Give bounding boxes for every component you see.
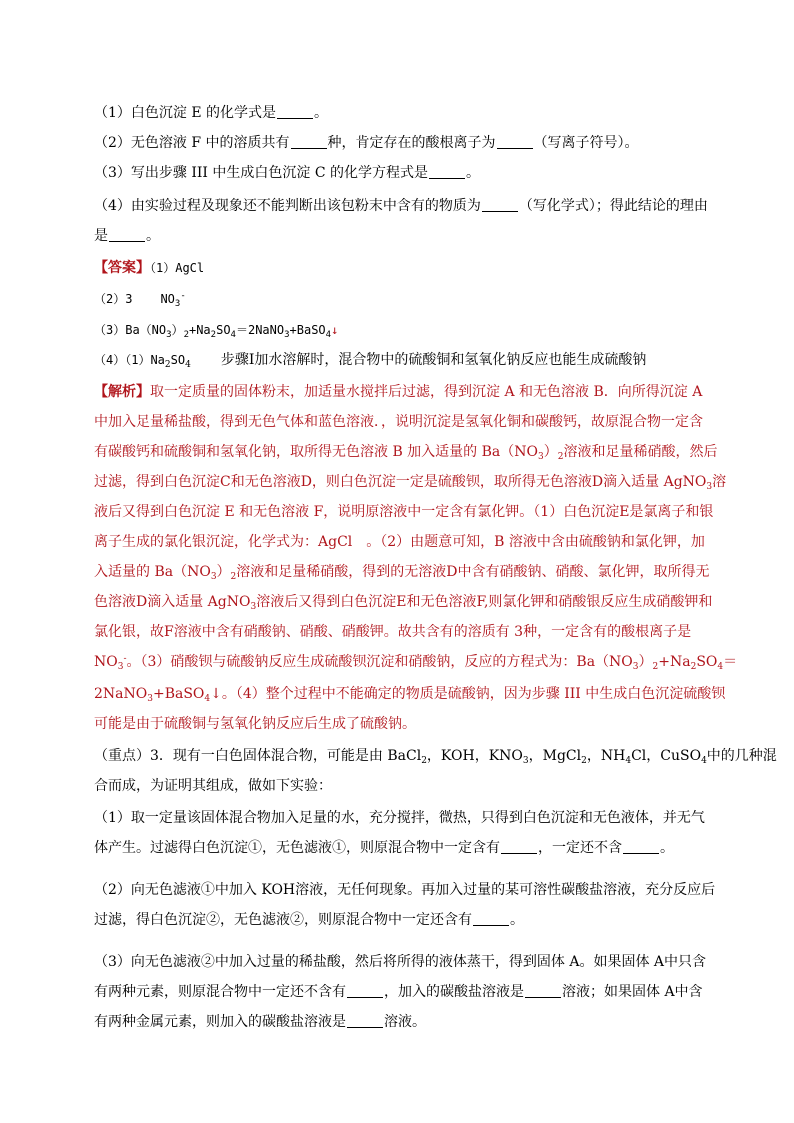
q3-part3-text: （3）向无色滤液②中加入过量的稀盐酸，然后将所得的液体蒸干，得到固体 A。如果固体 A中只含 — [94, 954, 707, 970]
analysis-line-2 — [94, 412, 704, 432]
analysis-text: ↓。（4）整个过程中不能确定的物质是硫酸钠，因为步骤 III 中生成白色沉淀硫酸钡 — [210, 686, 726, 702]
answer-blank — [497, 134, 533, 149]
question-1 — [94, 103, 704, 123]
analysis-text: 中加入足量稀盐酸，得到无色气体和蓝色溶液．，说明沉淀是氢氧化铜和碳酸钙，故原混合物一定含 — [94, 414, 703, 430]
question-4-cont — [94, 226, 704, 246]
answer-4-reason: 步骤Ⅰ加水溶解时，混合物中的硫酸铜和氢氧化钠反应也能生成硫酸钠 — [220, 352, 647, 368]
question3-part1 — [94, 808, 704, 828]
q3-text: （3）写出步骤 III 中生成白色沉淀 C 的化学方程式是 — [94, 165, 429, 181]
q3-part1-text: （1）取一定量该固体混合物加入足量的水，充分搅拌，微热，只得到白色沉淀和无色液体，并无气 — [94, 810, 705, 826]
subscript: 4 — [185, 360, 191, 370]
analysis-line-5 — [94, 502, 714, 522]
question-3 — [94, 163, 704, 183]
q3-part1-text: 体产生。过滤得白色沉淀①，无色滤液①，则原混合物中一定含有 — [94, 840, 500, 856]
subscript: 2 — [183, 330, 189, 340]
answer-blank — [291, 134, 327, 149]
analysis-text: 可能是由于硫酸铜与氢氧化钠反应后生成了硫酸钠。 — [94, 716, 416, 732]
q4-end: 。 — [146, 228, 160, 244]
analysis-text: ） — [638, 654, 653, 670]
subscript: 3 — [174, 299, 181, 309]
analysis-text: ） — [216, 564, 231, 580]
answer-blank — [482, 197, 518, 212]
answer-blank — [277, 104, 313, 119]
question3-part2-cont — [94, 910, 704, 930]
analysis-text: 取一定质量的固体粉末，加适量水搅拌后过滤，得到沉淀 A 和无色溶液 B．向所得沉淀 A — [150, 384, 703, 400]
question3-part3 — [94, 952, 707, 972]
question3-part3-cont — [94, 982, 704, 1002]
q4-text: （4）由实验过程及现象还不能判断出该包粉末中含有的物质为 — [94, 198, 481, 214]
q3-part2-text: （2）向无色滤液①中加入 KOH溶液，无任何现象。再加入过量的某可溶性碳酸盐溶液，充分反应后 — [94, 882, 716, 898]
answer-blank — [429, 164, 465, 179]
subscript: 2 — [557, 452, 564, 462]
q3-heading-text: Cl，CuSO — [631, 748, 702, 764]
precipitate-arrow: ↓ — [331, 323, 339, 337]
answer-2: （2）3 — [94, 292, 133, 306]
analysis-line-7 — [94, 562, 710, 582]
analysis-text: 有碳酸钙和硫酸铜和氢氧化钠，取所得无色溶液 B 加入适量的 Ba（NO — [94, 444, 538, 460]
subscript: 3 — [210, 572, 217, 582]
analysis-text: +BaSO — [152, 686, 205, 702]
subscript: 4 — [625, 756, 632, 766]
q3-end: 。 — [466, 165, 481, 181]
q3-part2-text: 过滤，得白色沉淀②，无色滤液②，则原混合物中一定还含有 — [94, 912, 472, 928]
subscript: 2 — [210, 330, 217, 340]
analysis-line-4 — [94, 472, 727, 492]
q2-text: （2）无色溶液 F 中的溶质共有 — [94, 135, 290, 151]
subscript: 4 — [230, 330, 236, 340]
subscript: 3 — [632, 662, 639, 672]
answer-blank — [347, 1013, 383, 1028]
analysis-text: 色溶液D滴入适量 AgNO — [94, 594, 251, 610]
subscript: 3 — [117, 662, 124, 672]
equation-part: +Na — [188, 323, 211, 337]
subscript: 2 — [230, 572, 237, 582]
analysis-text: 2NaNO — [94, 686, 148, 702]
answer-line-4 — [94, 350, 704, 370]
equation-part: SO — [216, 323, 231, 337]
answer-blank — [525, 983, 561, 998]
analysis-line-9 — [94, 622, 704, 642]
subscript: 2 — [164, 360, 171, 370]
answer-line-1 — [94, 258, 704, 278]
superscript: - — [123, 654, 127, 664]
analysis-text: 入适量的 Ba（NO — [94, 564, 211, 580]
q3-part3-text: 有两种元素，则原混合物中一定还不含有 — [94, 984, 346, 1000]
question-2 — [94, 133, 704, 153]
question3-heading — [94, 746, 777, 766]
subscript: 4 — [204, 694, 211, 704]
q3-part3-text: 有两种金属元素，则加入的碳酸盐溶液是 — [94, 1014, 346, 1030]
answer-1: （1）AgCl — [150, 261, 205, 275]
answer-tag: 【答案】 — [94, 260, 150, 276]
analysis-line-11 — [94, 684, 726, 704]
nitrate-ion: NO — [160, 292, 175, 306]
q3-part2-end: 。 — [510, 912, 524, 928]
q3-heading-text: （重点）3．现有一白色固体混合物，可能是由 BaCl — [94, 748, 422, 764]
subscript: 4 — [717, 662, 724, 672]
question3-part1-cont — [94, 838, 704, 858]
analysis-text: 溶液和足量稀硝酸，得到的无溶液D中含有硝酸钠、硝酸、氯化钾，取所得无 — [236, 564, 710, 580]
answer-blank — [347, 983, 383, 998]
q3-part3-text: ，加入的碳酸盐溶液是 — [384, 984, 524, 1000]
superscript: - — [180, 291, 186, 301]
equation-part: ＝2NaNO — [235, 323, 285, 337]
q3-heading-text: 合而成，为证明其组成，做如下实验： — [94, 778, 332, 794]
subscript: 2 — [652, 662, 659, 672]
answer-line-2 — [94, 289, 704, 309]
question-4 — [94, 196, 708, 216]
analysis-text: 溶 — [712, 474, 727, 490]
analysis-tag: 【解析】 — [94, 384, 150, 400]
answer-line-3 — [94, 320, 704, 340]
subscript: 4 — [325, 330, 332, 340]
answer-blank — [623, 839, 659, 854]
subscript: 3 — [538, 452, 544, 462]
answer-4-mid: SO — [170, 353, 186, 367]
analysis-text: 溶液和足量稀硝酸，然后 — [563, 444, 718, 460]
analysis-text: 液后又得到白色沉淀 E 和无色溶液 F，说明原溶液中一定含有氯化钾。（1）白色沉淀E是氯离子和银 — [94, 504, 714, 520]
q3-heading-text: 中的几种混 — [706, 748, 777, 764]
question3-part3-cont2 — [94, 1012, 704, 1032]
answer-blank — [473, 911, 509, 926]
analysis-line-6 — [94, 532, 704, 552]
subscript: 3 — [250, 602, 257, 612]
q3-part1-end: 。 — [660, 840, 674, 856]
equation-part: （3）Ba（NO — [94, 323, 167, 337]
subscript: 2 — [421, 756, 427, 766]
analysis-line-3 — [94, 442, 718, 462]
question3-heading-cont — [94, 776, 704, 796]
q3-part3-end: 溶液。 — [384, 1014, 426, 1030]
analysis-text: SO — [696, 654, 718, 670]
answer-blank — [501, 839, 537, 854]
q2-text-end: （写离子符号）。 — [533, 135, 639, 151]
subscript: 3 — [166, 330, 172, 340]
analysis-text: 离子生成的氯化银沉淀，化学式为：AgCl 。（2）由题意可知，B 溶液中含由硫酸钠和氯化钾，加 — [94, 534, 705, 550]
analysis-text: ） — [543, 444, 558, 460]
analysis-text: +Na — [658, 654, 691, 670]
q1-end: 。 — [314, 105, 329, 121]
subscript: 3 — [706, 482, 713, 492]
analysis-text: NO — [94, 654, 118, 670]
question3-part2 — [94, 880, 716, 900]
answer-blank — [109, 227, 145, 242]
q3-heading-text: ，MgCl — [528, 748, 582, 764]
equation-part: ） — [171, 323, 184, 337]
q3-part3-text: 溶液；如果固体 A中含 — [562, 984, 703, 1000]
q4-text-mid: （写化学式）；得此结论的理由 — [518, 198, 708, 214]
analysis-line-8 — [94, 592, 713, 612]
subscript: 2 — [581, 756, 587, 766]
analysis-text: ＝ — [723, 654, 738, 670]
subscript: 3 — [284, 330, 290, 340]
analysis-text: 溶液后又得到白色沉淀E和无色溶液F,则氯化钾和硝酸银反应生成硝酸钾和 — [256, 594, 713, 610]
subscript: 2 — [690, 662, 697, 672]
subscript: 4 — [701, 756, 707, 766]
q3-heading-text: ，NH — [586, 748, 626, 764]
analysis-line-1 — [94, 382, 704, 402]
subscript: 3 — [522, 756, 529, 766]
q3-part1-text: ，一定还不含 — [538, 840, 622, 856]
q1-text: （1）白色沉淀 E 的化学式是 — [94, 105, 277, 121]
analysis-text: 。（3）硝酸钡与硫酸钠反应生成硫酸钡沉淀和硝酸钠，反应的方程式为：Ba（NO — [126, 654, 633, 670]
equation-part: +BaSO — [289, 323, 326, 337]
analysis-line-12 — [94, 714, 704, 734]
subscript: 3 — [147, 694, 153, 704]
analysis-text: 氯化银，故F溶液中含有硝酸钠、硝酸、硝酸钾。故共含有的溶质有 3种，一定含有的酸根离子是 — [94, 624, 692, 640]
analysis-line-10 — [94, 652, 738, 672]
q2-text-mid: 种，肯定存在的酸根离子为 — [327, 135, 496, 151]
q3-heading-text: ，KOH，KNO — [426, 748, 523, 764]
answer-4: （4）（1）Na — [94, 353, 165, 367]
analysis-text: 过滤，得到白色沉淀C和无色溶液D，则白色沉淀一定是硫酸钡，取所得无色溶液D滴入适量 AgNO — [94, 474, 707, 490]
q4-text-cont: 是 — [94, 228, 108, 244]
